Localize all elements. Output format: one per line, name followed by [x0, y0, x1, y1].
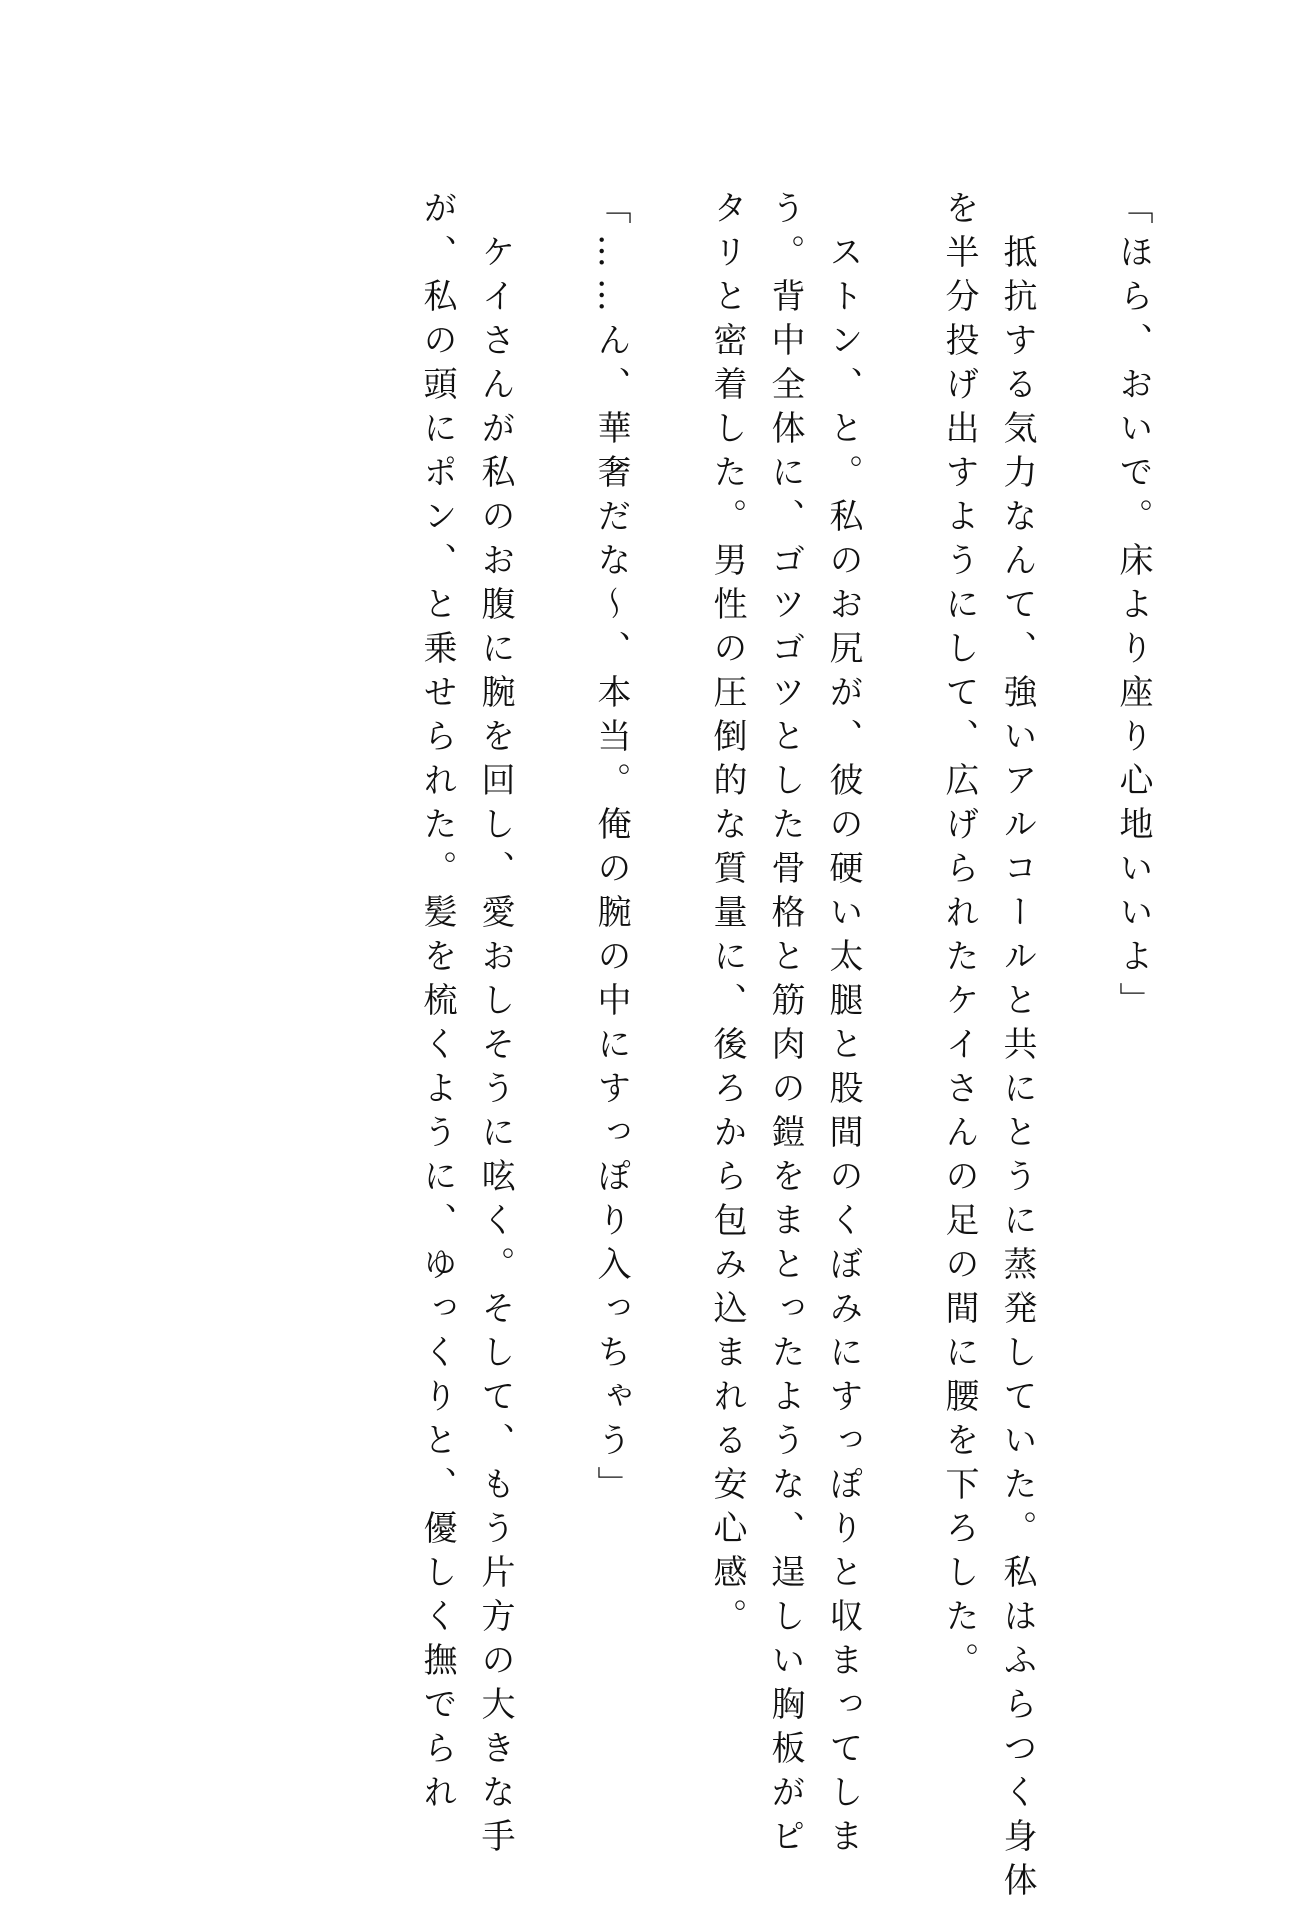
line-paragraph-2a: ストン、と。私のお尻が、彼の硬い太腿と股間のくぼみにすっぽりと収まってしま	[823, 190, 863, 1862]
vertical-text-body	[408, 190, 1162, 1906]
line-paragraph-3b: が、私の頭にポン、と乗せられた。髪を梳くように、ゆっくりと、優しく撫でられ	[417, 190, 457, 1818]
line-dialogue-2: 「……ん、華奢だな〜、本当。俺の腕の中にすっぽり入っちゃう」	[591, 190, 631, 1510]
line-paragraph-3a: ケイさんが私のお腹に腕を回し、愛おしそうに呟く。そして、もう片方の大きな手	[475, 190, 515, 1862]
line-paragraph-1b: を半分投げ出すようにして、広げられたケイさんの足の間に腰を下ろした。	[939, 190, 979, 1686]
blank-line	[1046, 190, 1104, 1650]
line-paragraph-2c: タリと密着した。男性の圧倒的な質量に、後ろから包み込まれる安心感。	[707, 190, 747, 1642]
blank-line	[640, 190, 698, 1650]
blank-line	[872, 190, 930, 1650]
line-paragraph-1a: 抵抗する気力なんて、強いアルコールと共にとうに蒸発していた。私はふらつく身体	[997, 190, 1037, 1906]
line-paragraph-2b: う。背中全体に、ゴツゴツとした骨格と筋肉の鎧をまとったような、逞しい胸板がピ	[765, 190, 805, 1862]
blank-line	[524, 190, 582, 1650]
line-dialogue-1: 「ほら、おいで。床より座り心地いいよ」	[1113, 190, 1153, 1026]
